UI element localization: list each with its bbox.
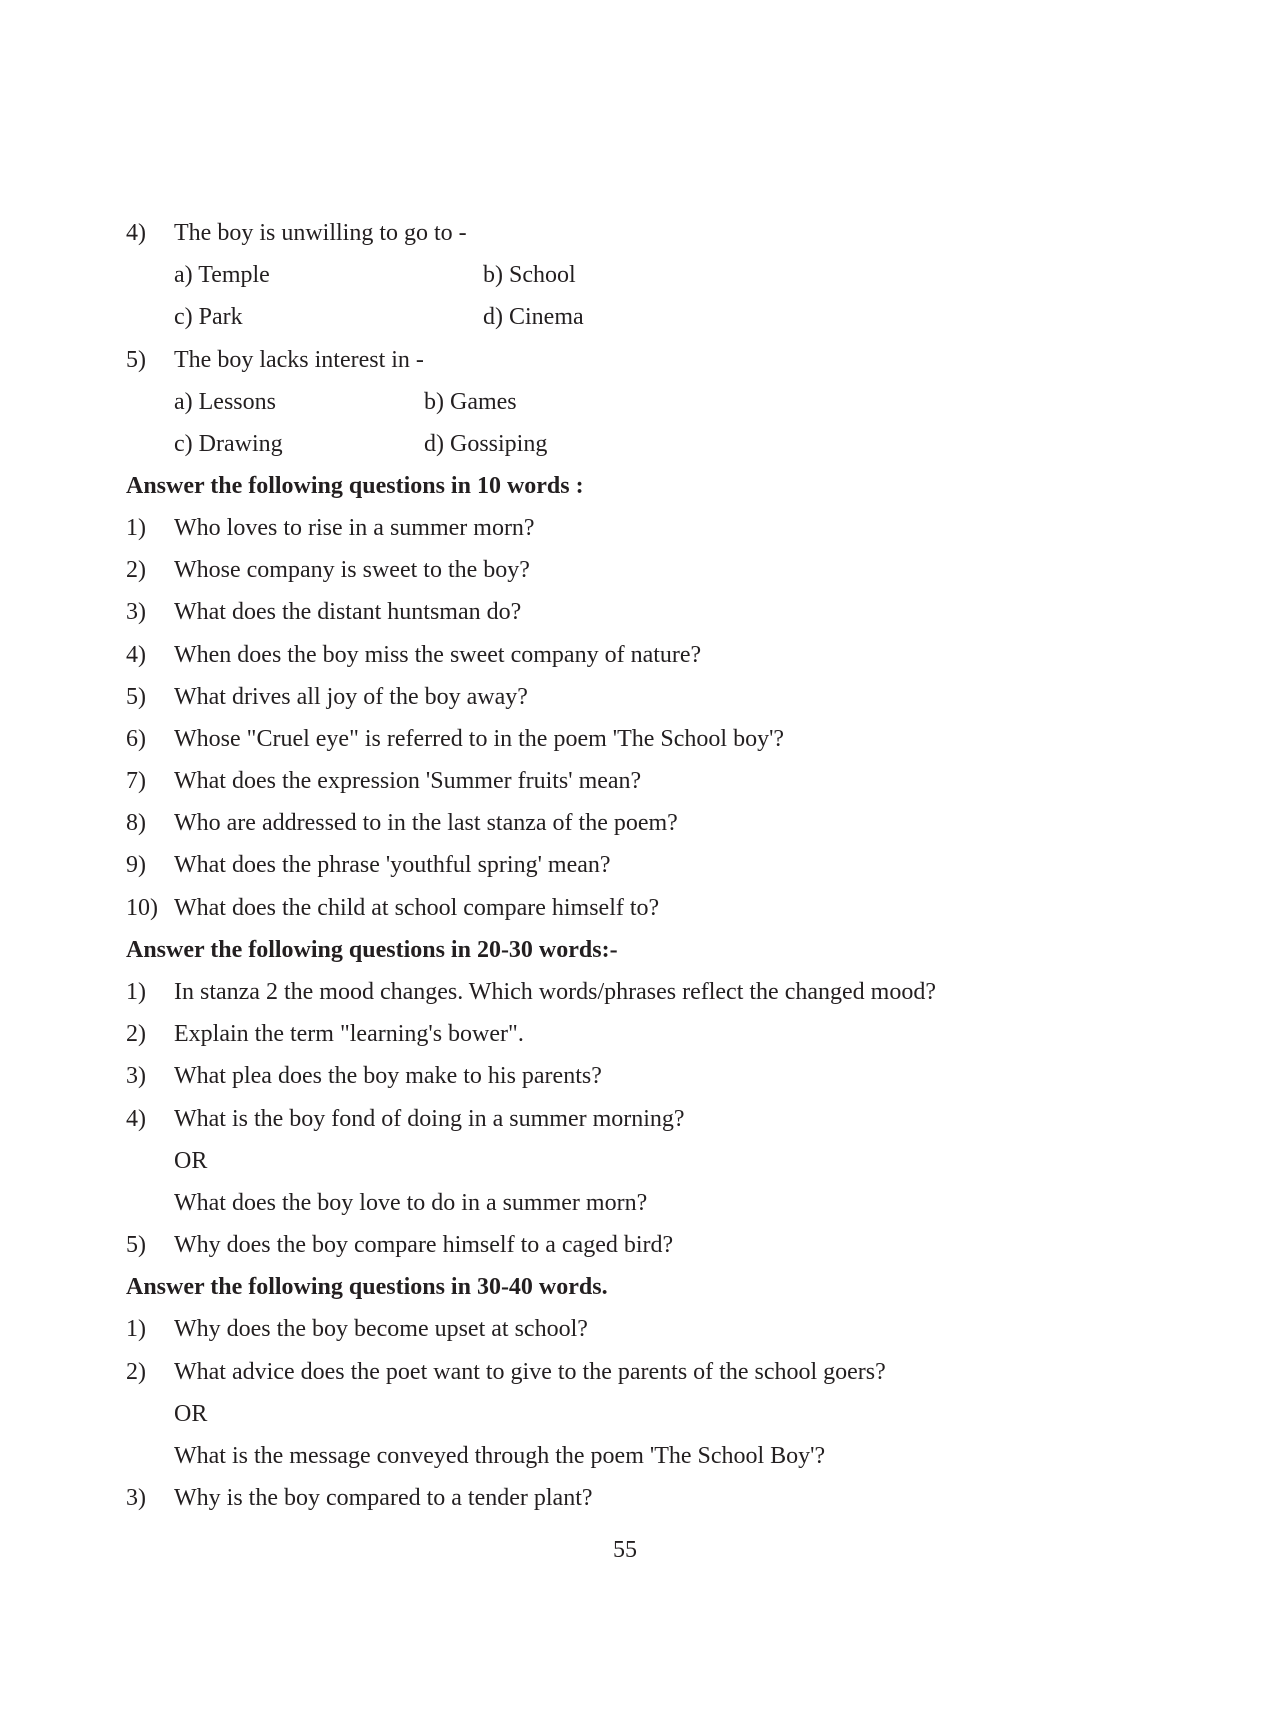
section-heading: Answer the following questions in 30-40 words.: [126, 1274, 608, 1300]
question-text: When does the boy miss the sweet company of nature?: [174, 642, 702, 668]
question-number: 3): [126, 1063, 146, 1089]
option-c: c) Park: [174, 304, 243, 330]
question-number: 3): [126, 599, 146, 625]
question-number: 3): [126, 1485, 146, 1511]
question-text: What does the phrase 'youthful spring' mean?: [174, 852, 611, 878]
option-d: d) Cinema: [483, 304, 584, 330]
page-number: 55: [613, 1537, 637, 1563]
option-c: c) Drawing: [174, 431, 283, 457]
question-number: 10): [126, 895, 158, 921]
option-b: b) School: [483, 262, 576, 288]
question-text: What advice does the poet want to give to the parents of the school goers?: [174, 1359, 886, 1385]
or-separator: OR: [174, 1401, 208, 1427]
question-text: What drives all joy of the boy away?: [174, 684, 528, 710]
question-text: Who loves to rise in a summer morn?: [174, 515, 535, 541]
question-number: 1): [126, 1316, 146, 1342]
question-text: Whose "Cruel eye" is referred to in the poem 'The School boy'?: [174, 726, 785, 752]
question-number: 2): [126, 557, 146, 583]
option-a: a) Lessons: [174, 389, 276, 415]
question-number: 5): [126, 684, 146, 710]
section-heading: Answer the following questions in 10 words :: [126, 473, 584, 499]
question-text: What does the child at school compare himself to?: [174, 895, 660, 921]
alternate-question-text: What is the message conveyed through the poem 'The School Boy'?: [174, 1443, 826, 1469]
question-number: 5): [126, 347, 146, 373]
alternate-question-text: What does the boy love to do in a summer morn?: [174, 1190, 648, 1216]
question-number: 7): [126, 768, 146, 794]
question-text: Whose company is sweet to the boy?: [174, 557, 530, 583]
question-number: 1): [126, 515, 146, 541]
section-heading: Answer the following questions in 20-30 words:-: [126, 937, 618, 963]
question-text: Why does the boy compare himself to a caged bird?: [174, 1232, 674, 1258]
question-text: What does the expression 'Summer fruits' mean?: [174, 768, 642, 794]
option-a: a) Temple: [174, 262, 270, 288]
question-number: 4): [126, 642, 146, 668]
question-text: The boy lacks interest in -: [174, 347, 424, 373]
option-d: d) Gossiping: [424, 431, 548, 457]
question-number: 6): [126, 726, 146, 752]
question-number: 1): [126, 979, 146, 1005]
question-number: 4): [126, 1106, 146, 1132]
or-separator: OR: [174, 1148, 208, 1174]
question-text: What is the boy fond of doing in a summer morning?: [174, 1106, 685, 1132]
question-number: 5): [126, 1232, 146, 1258]
option-b: b) Games: [424, 389, 517, 415]
question-number: 2): [126, 1359, 146, 1385]
question-number: 8): [126, 810, 146, 836]
question-text: Explain the term "learning's bower".: [174, 1021, 524, 1047]
question-number: 2): [126, 1021, 146, 1047]
question-text: Who are addressed to in the last stanza of the poem?: [174, 810, 678, 836]
question-number: 9): [126, 852, 146, 878]
question-number: 4): [126, 220, 146, 246]
question-text: What does the distant huntsman do?: [174, 599, 522, 625]
question-text: What plea does the boy make to his parents?: [174, 1063, 602, 1089]
question-text: Why does the boy become upset at school?: [174, 1316, 588, 1342]
question-text: The boy is unwilling to go to -: [174, 220, 467, 246]
question-text: Why is the boy compared to a tender plant?: [174, 1485, 593, 1511]
question-text: In stanza 2 the mood changes. Which words/phrases reflect the changed mood?: [174, 979, 936, 1005]
